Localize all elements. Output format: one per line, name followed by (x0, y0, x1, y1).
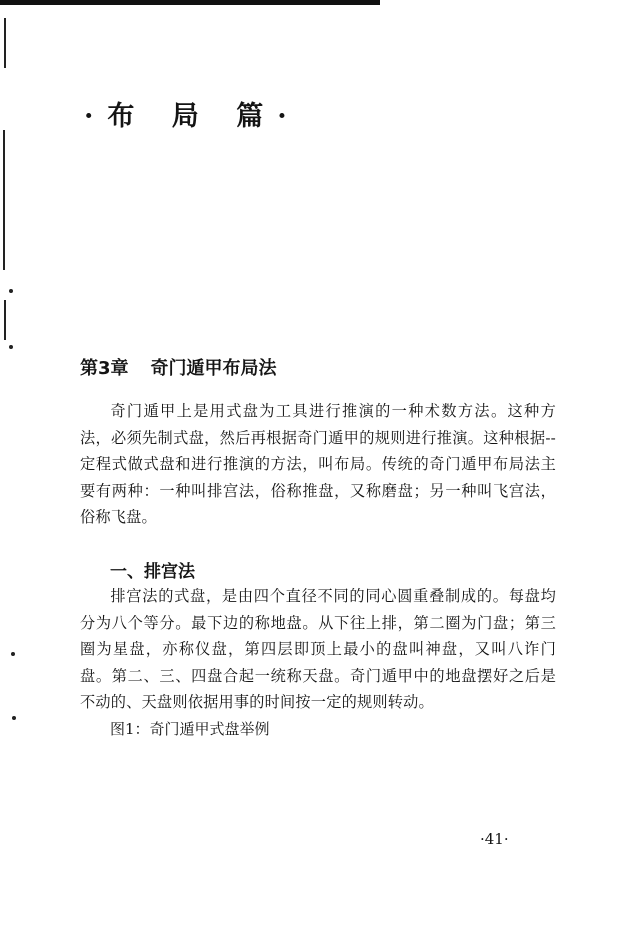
part-title: ·布 局 篇· (84, 101, 301, 132)
scan-edge-mark (4, 300, 6, 340)
section-heading: 一、排宫法 (110, 562, 195, 582)
figure-caption: 图1：奇门遁甲式盘举例 (110, 720, 270, 738)
chapter-title: 奇门遁甲布局法 (150, 358, 277, 379)
scan-edge-mark (4, 18, 6, 68)
binding-hole-mark (9, 289, 13, 293)
page-number: ·41· (480, 830, 509, 848)
section-paragraph: 排宫法的式盘，是由四个直径不同的同心圆重叠制成的。每盘均分为八个等分。最下边的称地盘。从下往上排，第二圈为门盘；第三圈为星盘，亦称仪盘，第四层即顶上最小的盘叫神盘，又叫八诈门盘。第二、三、四盘合起一统称天盘。奇门遁甲中的地盘摆好之后是不动的、天盘则依据用事的时间按一定的规则转动。 (80, 587, 556, 712)
binding-hole-mark (12, 716, 16, 720)
chapter-heading (80, 354, 277, 380)
intro-paragraph: 奇门遁甲上是用式盘为工具进行推演的一种术数方法。这种方法，必须先制式盘，然后再根据奇门遁甲的规则进行推演。这种根据--定程式做式盘和进行推演的方法，叫布局。传统的奇门遁甲布局法主要有两种：一种叫排宫法，俗称推盘，又称磨盘；另一种叫飞宫法，俗称飞盘。 (80, 402, 556, 527)
scan-edge-mark (3, 130, 5, 270)
top-border-rule (0, 0, 380, 5)
chapter-number: 第3章 (80, 358, 129, 379)
binding-hole-mark (11, 652, 15, 656)
binding-hole-mark (9, 345, 13, 349)
